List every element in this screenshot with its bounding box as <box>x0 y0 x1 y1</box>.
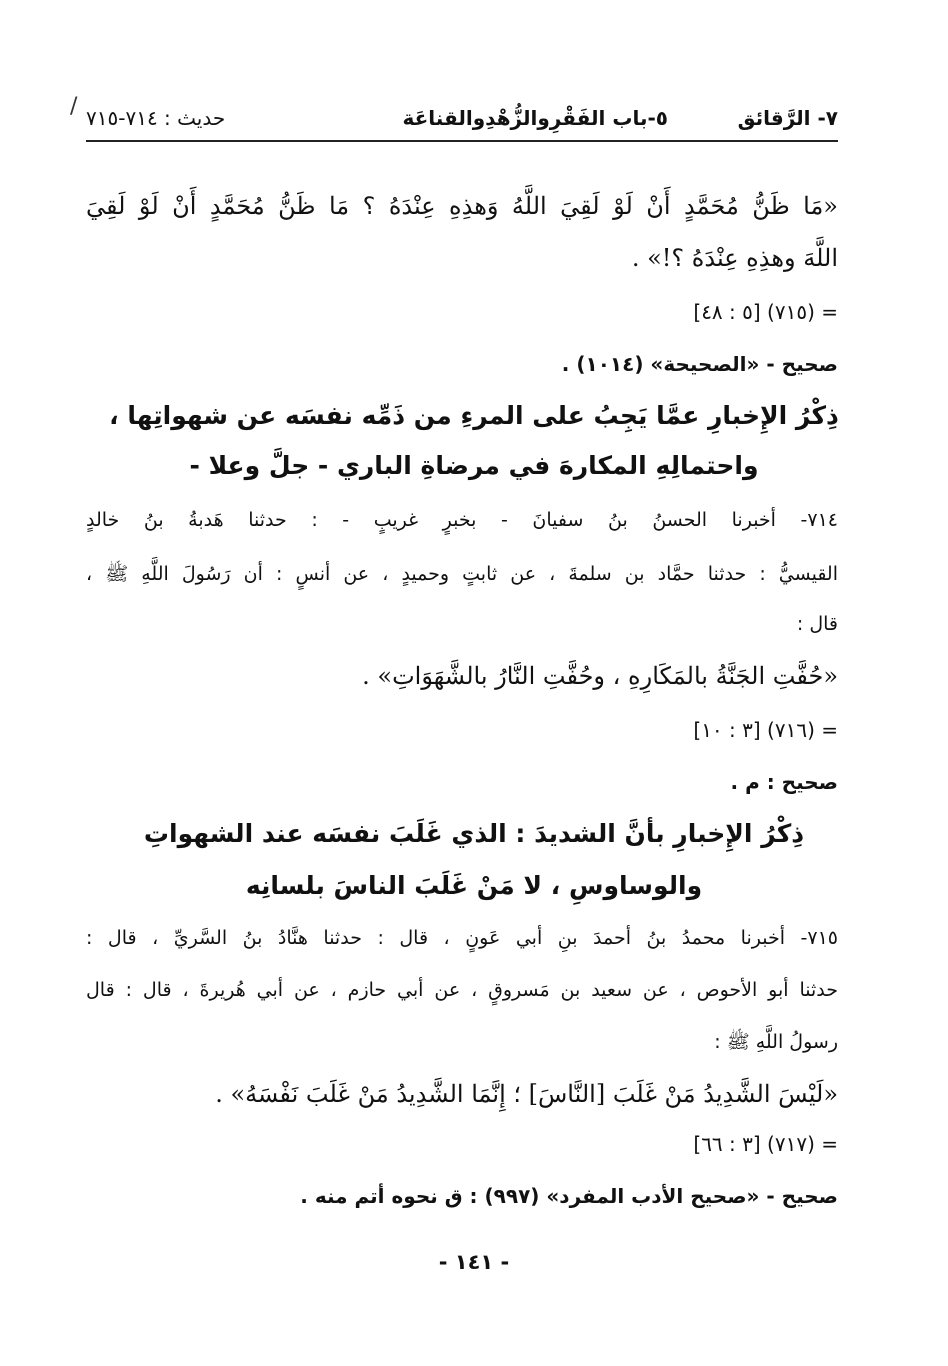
cross-reference: = (٧١٦) [٣ : ١٠] <box>693 718 838 742</box>
isnad-line: ٧١٥- أخبرنا محمدُ بنُ أحمدَ بنِ أبي عَونٍ ، قال : حدثنا هنَّادُ بنُ السَّريِّ ، قال : <box>86 927 838 949</box>
isnad-line: حدثنا أبو الأحوص ، عن سعيد بن مَسروقٍ ، عن أبي حازم ، عن أبي هُريرةَ ، قال : قال <box>86 979 838 1001</box>
hadith-range: حديث : ٧١٤-٧١٥ <box>86 106 226 130</box>
cross-reference: = (٧١٧) [٣ : ٦٦] <box>693 1132 838 1156</box>
page-number: - ١٤١ - <box>438 1250 510 1274</box>
hadith-text-line: «مَا ظَنُّ مُحَمَّدٍ أَنْ لَوْ لَقِيَ اللَّهُ وَهذِهِ عِنْدَهُ ؟ مَا ظَنُّ مُحَمَّدٍ أَنْ لَوْ لَقِيَ <box>86 192 838 220</box>
chapter-heading-line: واحتمالِهِ المكارهَ في مرضاةِ الباري - جلَّ وعلا - <box>189 451 759 480</box>
cross-reference: = (٧١٥) [٥ : ٤٨] <box>693 300 838 324</box>
header-rule <box>86 140 838 142</box>
isnad-line: قال : <box>796 613 838 635</box>
hadith-text-line: «لَيْسَ الشَّدِيدُ مَنْ غَلَبَ [النَّاسَ] ؛ إِنَّمَا الشَّدِيدُ مَنْ غَلَبَ نَفْسَهُ» . <box>215 1080 838 1108</box>
chapter-heading-line: والوساوسِ ، لا مَنْ غَلَبَ الناسَ بلسانِه <box>245 871 703 900</box>
isnad-line: ٧١٤- أخبرنا الحسنُ بنُ سفيانَ - بخبرٍ غريبٍ - : حدثنا هَدبةُ بنُ خالدٍ <box>86 509 838 531</box>
grading-note: صحيح - «الصحيحة» (١٠١٤) . <box>561 352 838 376</box>
isnad-line: رسولُ اللَّهِ ﷺ : <box>714 1031 838 1053</box>
chapter-title: ٧- الرَّقائق <box>737 106 838 130</box>
grading-note: صحيح - «صحيح الأدب المفرد» (٩٩٧) : ق نحوه أتم منه . <box>300 1184 838 1208</box>
hadith-text-line: اللَّهَ وهذِهِ عِنْدَهُ ؟!» . <box>631 244 838 272</box>
hadith-text-line: «حُفَّتِ الجَنَّةُ بالمَكَارِهِ ، وحُفَّتِ النَّارُ بالشَّهَوَاتِ» . <box>362 662 838 690</box>
running-header <box>86 104 838 140</box>
isnad-line: القيسيُّ : حدثنا حمَّاد بن سلمةَ ، عن ثابتٍ وحميدٍ ، عن أنسٍ : أن رَسُولَ اللَّهِ ﷺ ، <box>86 563 838 585</box>
grading-note: صحيح : م . <box>730 770 838 794</box>
chapter-heading-line: ذِكْرُ الإِخبارِ عمَّا يَجِبُ على المرءِ من ذَمِّه نفسَه عن شهواتِها ، <box>109 401 839 430</box>
section-title: ٥-باب الفَقْرِوالزُّهْدِوالقناعَة <box>402 106 668 130</box>
chapter-heading-line: ذِكْرُ الإِخبارِ بأنَّ الشديدَ : الذي غَلَبَ نفسَه عند الشهواتِ <box>143 819 805 848</box>
slash-mark-icon: / <box>70 94 78 119</box>
